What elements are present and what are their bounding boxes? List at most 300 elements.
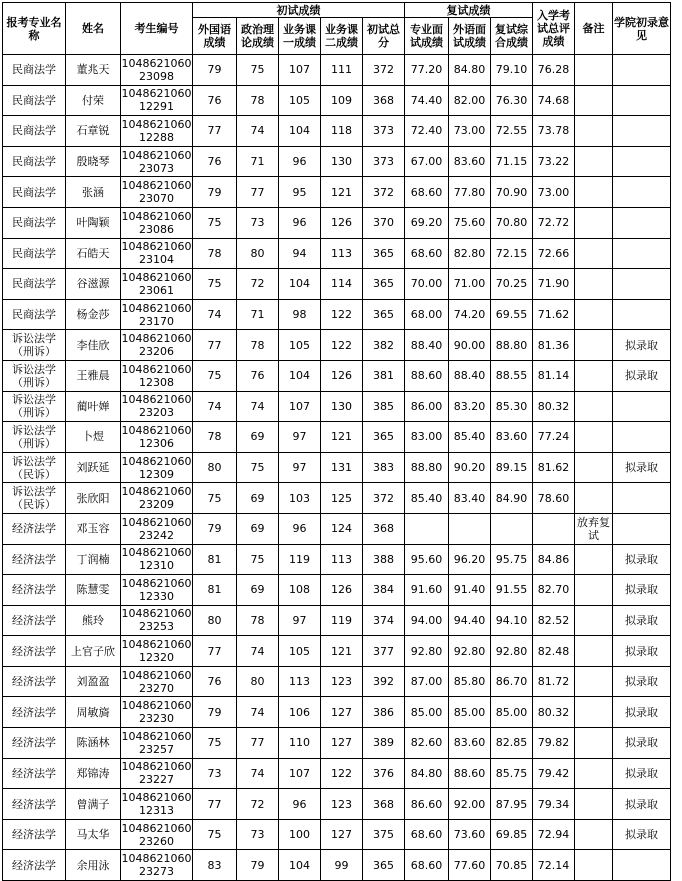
cell-major: 民商法学 <box>3 177 66 208</box>
table-row <box>3 728 671 759</box>
cell-politics: 75 <box>237 452 279 483</box>
cell-retest-total: 94.10 <box>491 605 533 636</box>
cell-college-opinion: 拟录取 <box>613 330 671 361</box>
cell-course2: 127 <box>321 728 363 759</box>
cell-retest-total: 87.95 <box>491 789 533 820</box>
cell-overall: 76.28 <box>533 55 575 86</box>
cell-lang-interview <box>449 513 491 544</box>
cell-course1: 96 <box>279 146 321 177</box>
cell-politics: 78 <box>237 85 279 116</box>
cell-course2: 113 <box>321 544 363 575</box>
cell-politics: 80 <box>237 238 279 269</box>
cell-course1: 100 <box>279 819 321 850</box>
cell-remark <box>575 85 613 116</box>
cell-course1: 97 <box>279 605 321 636</box>
cell-course1: 105 <box>279 85 321 116</box>
cell-politics: 77 <box>237 177 279 208</box>
cell-name: 周敏旖 <box>66 697 121 728</box>
cell-foreign: 75 <box>193 819 237 850</box>
cell-overall: 81.62 <box>533 452 575 483</box>
cell-course1: 104 <box>279 269 321 300</box>
cell-major: 民商法学 <box>3 299 66 330</box>
cell-retest-total: 95.75 <box>491 544 533 575</box>
cell-name: 卜煜 <box>66 422 121 453</box>
cell-exam-id: 104862106023270 <box>121 666 193 697</box>
cell-remark <box>575 544 613 575</box>
cell-college-opinion <box>613 146 671 177</box>
cell-interview: 69.20 <box>405 207 449 238</box>
cell-prelim-total: 365 <box>363 299 405 330</box>
cell-course1: 97 <box>279 452 321 483</box>
cell-prelim-total: 381 <box>363 360 405 391</box>
table-row <box>3 483 671 514</box>
cell-overall: 82.52 <box>533 605 575 636</box>
cell-lang-interview: 75.60 <box>449 207 491 238</box>
cell-foreign: 74 <box>193 391 237 422</box>
cell-politics: 74 <box>237 697 279 728</box>
cell-name: 董兆天 <box>66 55 121 86</box>
cell-prelim-total: 376 <box>363 758 405 789</box>
cell-course1: 98 <box>279 299 321 330</box>
cell-course1: 96 <box>279 207 321 238</box>
cell-college-opinion: 拟录取 <box>613 452 671 483</box>
cell-interview: 88.40 <box>405 330 449 361</box>
cell-course1: 95 <box>279 177 321 208</box>
cell-retest-total: 88.55 <box>491 360 533 391</box>
cell-course2: 111 <box>321 55 363 86</box>
table-row <box>3 544 671 575</box>
cell-overall <box>533 513 575 544</box>
cell-foreign: 75 <box>193 207 237 238</box>
cell-lang-interview: 85.40 <box>449 422 491 453</box>
cell-prelim-total: 365 <box>363 269 405 300</box>
cell-lang-interview: 82.80 <box>449 238 491 269</box>
cell-name: 陈慧雯 <box>66 575 121 606</box>
cell-lang-interview: 88.60 <box>449 758 491 789</box>
cell-course2: 121 <box>321 636 363 667</box>
cell-exam-id: 104862106023257 <box>121 728 193 759</box>
cell-prelim-total: 386 <box>363 697 405 728</box>
cell-prelim-total: 372 <box>363 177 405 208</box>
cell-prelim-total: 375 <box>363 819 405 850</box>
cell-foreign: 77 <box>193 636 237 667</box>
cell-overall: 80.32 <box>533 697 575 728</box>
cell-college-opinion: 拟录取 <box>613 605 671 636</box>
cell-foreign: 81 <box>193 575 237 606</box>
cell-overall: 79.42 <box>533 758 575 789</box>
cell-overall: 73.00 <box>533 177 575 208</box>
cell-exam-id: 104862106023242 <box>121 513 193 544</box>
cell-interview: 68.60 <box>405 850 449 881</box>
cell-course2: 119 <box>321 605 363 636</box>
cell-lang-interview: 90.20 <box>449 452 491 483</box>
cell-remark <box>575 55 613 86</box>
cell-prelim-total: 373 <box>363 116 405 147</box>
cell-prelim-total: 365 <box>363 238 405 269</box>
cell-prelim-total: 384 <box>363 575 405 606</box>
table-row <box>3 238 671 269</box>
cell-exam-id: 104862106012309 <box>121 452 193 483</box>
cell-foreign: 80 <box>193 452 237 483</box>
cell-remark <box>575 728 613 759</box>
table-row <box>3 850 671 881</box>
cell-course1: 103 <box>279 483 321 514</box>
cell-prelim-total: 389 <box>363 728 405 759</box>
cell-college-opinion <box>613 269 671 300</box>
cell-interview: 92.80 <box>405 636 449 667</box>
cell-prelim-total: 377 <box>363 636 405 667</box>
cell-exam-id: 104862106023086 <box>121 207 193 238</box>
cell-course1: 96 <box>279 789 321 820</box>
cell-retest-total: 85.75 <box>491 758 533 789</box>
table-row <box>3 330 671 361</box>
cell-exam-id: 104862106023273 <box>121 850 193 881</box>
cell-overall: 74.68 <box>533 85 575 116</box>
cell-course1: 97 <box>279 422 321 453</box>
cell-prelim-total: 365 <box>363 850 405 881</box>
cell-exam-id: 104862106012330 <box>121 575 193 606</box>
cell-major: 经济法学 <box>3 666 66 697</box>
cell-interview: 86.00 <box>405 391 449 422</box>
cell-retest-total: 83.60 <box>491 422 533 453</box>
cell-politics: 75 <box>237 55 279 86</box>
cell-politics: 71 <box>237 299 279 330</box>
cell-foreign: 77 <box>193 330 237 361</box>
header-interview: 专业面试成绩 <box>405 18 449 55</box>
cell-remark <box>575 483 613 514</box>
cell-major: 民商法学 <box>3 55 66 86</box>
cell-course2: 122 <box>321 330 363 361</box>
cell-major: 诉讼法学（刑诉） <box>3 360 66 391</box>
cell-course1: 96 <box>279 513 321 544</box>
cell-retest-total: 89.15 <box>491 452 533 483</box>
cell-lang-interview: 96.20 <box>449 544 491 575</box>
cell-prelim-total: 368 <box>363 789 405 820</box>
cell-exam-id: 104862106023260 <box>121 819 193 850</box>
cell-name: 陈涵林 <box>66 728 121 759</box>
cell-college-opinion: 拟录取 <box>613 575 671 606</box>
table-body <box>3 55 671 881</box>
cell-name: 蔺叶婵 <box>66 391 121 422</box>
cell-overall: 81.36 <box>533 330 575 361</box>
cell-name: 殷晓琴 <box>66 146 121 177</box>
table-row <box>3 422 671 453</box>
cell-lang-interview: 73.00 <box>449 116 491 147</box>
cell-course1: 105 <box>279 330 321 361</box>
header-lang-interview: 外语面试成绩 <box>449 18 491 55</box>
cell-remark <box>575 299 613 330</box>
cell-overall: 72.14 <box>533 850 575 881</box>
table-row <box>3 758 671 789</box>
cell-retest-total: 71.15 <box>491 146 533 177</box>
cell-course1: 94 <box>279 238 321 269</box>
cell-name: 石章锐 <box>66 116 121 147</box>
cell-course2: 130 <box>321 146 363 177</box>
cell-major: 民商法学 <box>3 85 66 116</box>
cell-foreign: 76 <box>193 146 237 177</box>
cell-remark <box>575 697 613 728</box>
cell-politics: 78 <box>237 605 279 636</box>
cell-major: 诉讼法学（刑诉） <box>3 391 66 422</box>
cell-course1: 119 <box>279 544 321 575</box>
cell-overall: 71.90 <box>533 269 575 300</box>
cell-course2: 123 <box>321 789 363 820</box>
cell-foreign: 81 <box>193 544 237 575</box>
cell-major: 经济法学 <box>3 758 66 789</box>
cell-college-opinion <box>613 238 671 269</box>
cell-remark <box>575 360 613 391</box>
cell-exam-id: 104862106012306 <box>121 422 193 453</box>
cell-college-opinion <box>613 850 671 881</box>
cell-lang-interview: 77.80 <box>449 177 491 208</box>
cell-foreign: 79 <box>193 177 237 208</box>
cell-foreign: 73 <box>193 758 237 789</box>
cell-foreign: 78 <box>193 422 237 453</box>
table-row <box>3 452 671 483</box>
cell-college-opinion: 拟录取 <box>613 728 671 759</box>
cell-major: 民商法学 <box>3 116 66 147</box>
cell-politics: 69 <box>237 422 279 453</box>
cell-major: 经济法学 <box>3 513 66 544</box>
cell-lang-interview: 92.00 <box>449 789 491 820</box>
cell-lang-interview: 82.00 <box>449 85 491 116</box>
cell-course2: 118 <box>321 116 363 147</box>
cell-overall: 71.62 <box>533 299 575 330</box>
cell-course2: 99 <box>321 850 363 881</box>
cell-interview: 85.00 <box>405 697 449 728</box>
cell-course2: 114 <box>321 269 363 300</box>
cell-remark <box>575 391 613 422</box>
cell-major: 民商法学 <box>3 269 66 300</box>
cell-remark: 放弃复试 <box>575 513 613 544</box>
cell-interview: 74.40 <box>405 85 449 116</box>
cell-exam-id: 104862106012320 <box>121 636 193 667</box>
cell-name: 谷滋源 <box>66 269 121 300</box>
header-foreign: 外国语成绩 <box>193 18 237 55</box>
cell-politics: 80 <box>237 666 279 697</box>
cell-major: 经济法学 <box>3 789 66 820</box>
cell-lang-interview: 71.00 <box>449 269 491 300</box>
cell-course1: 104 <box>279 360 321 391</box>
table-row <box>3 636 671 667</box>
cell-interview: 86.60 <box>405 789 449 820</box>
cell-name: 上官子欣 <box>66 636 121 667</box>
cell-foreign: 76 <box>193 85 237 116</box>
cell-course2: 121 <box>321 177 363 208</box>
cell-politics: 74 <box>237 636 279 667</box>
cell-major: 民商法学 <box>3 238 66 269</box>
cell-remark <box>575 269 613 300</box>
header-name: 姓名 <box>66 3 121 55</box>
cell-college-opinion: 拟录取 <box>613 666 671 697</box>
header-prelim-group: 初试成绩 <box>193 3 405 18</box>
cell-name: 熊玲 <box>66 605 121 636</box>
cell-interview: 91.60 <box>405 575 449 606</box>
table-row <box>3 819 671 850</box>
cell-retest-total: 70.85 <box>491 850 533 881</box>
cell-foreign: 78 <box>193 238 237 269</box>
cell-foreign: 75 <box>193 483 237 514</box>
cell-name: 石皓天 <box>66 238 121 269</box>
cell-interview: 70.00 <box>405 269 449 300</box>
cell-name: 李佳欣 <box>66 330 121 361</box>
cell-overall: 80.32 <box>533 391 575 422</box>
cell-politics: 74 <box>237 391 279 422</box>
cell-lang-interview: 83.60 <box>449 728 491 759</box>
cell-foreign: 77 <box>193 116 237 147</box>
cell-remark <box>575 850 613 881</box>
cell-name: 杨金莎 <box>66 299 121 330</box>
cell-retest-total: 70.80 <box>491 207 533 238</box>
score-table <box>2 2 671 881</box>
cell-course2: 109 <box>321 85 363 116</box>
cell-politics: 69 <box>237 575 279 606</box>
cell-retest-total: 86.70 <box>491 666 533 697</box>
cell-retest-total <box>491 513 533 544</box>
cell-exam-id: 104862106023253 <box>121 605 193 636</box>
cell-college-opinion <box>613 207 671 238</box>
cell-college-opinion <box>613 391 671 422</box>
cell-name: 曾满子 <box>66 789 121 820</box>
table-row <box>3 789 671 820</box>
cell-politics: 73 <box>237 207 279 238</box>
header-course2: 业务课二成绩 <box>321 18 363 55</box>
cell-foreign: 75 <box>193 269 237 300</box>
cell-remark <box>575 666 613 697</box>
cell-politics: 75 <box>237 544 279 575</box>
header-major: 报考专业名称 <box>3 3 66 55</box>
cell-name: 张涵 <box>66 177 121 208</box>
cell-name: 付荣 <box>66 85 121 116</box>
cell-exam-id: 104862106012308 <box>121 360 193 391</box>
cell-retest-total: 85.30 <box>491 391 533 422</box>
cell-college-opinion <box>613 177 671 208</box>
cell-prelim-total: 388 <box>363 544 405 575</box>
cell-exam-id: 104862106023098 <box>121 55 193 86</box>
cell-major: 诉讼法学（刑诉） <box>3 330 66 361</box>
table-row <box>3 513 671 544</box>
cell-interview: 68.00 <box>405 299 449 330</box>
cell-interview: 84.80 <box>405 758 449 789</box>
cell-remark <box>575 605 613 636</box>
cell-college-opinion: 拟录取 <box>613 789 671 820</box>
cell-exam-id: 104862106023073 <box>121 146 193 177</box>
cell-course2: 122 <box>321 758 363 789</box>
cell-major: 诉讼法学（刑诉） <box>3 422 66 453</box>
cell-course1: 104 <box>279 850 321 881</box>
cell-name: 张欣阳 <box>66 483 121 514</box>
table-row <box>3 360 671 391</box>
cell-name: 叶陶颖 <box>66 207 121 238</box>
cell-retest-total: 88.80 <box>491 330 533 361</box>
cell-course2: 127 <box>321 697 363 728</box>
cell-major: 民商法学 <box>3 207 66 238</box>
cell-politics: 76 <box>237 360 279 391</box>
cell-foreign: 74 <box>193 299 237 330</box>
cell-course1: 108 <box>279 575 321 606</box>
cell-remark <box>575 819 613 850</box>
cell-exam-id: 104862106023104 <box>121 238 193 269</box>
cell-college-opinion: 拟录取 <box>613 758 671 789</box>
table-row <box>3 605 671 636</box>
cell-lang-interview: 73.60 <box>449 819 491 850</box>
cell-name: 王雅晨 <box>66 360 121 391</box>
cell-overall: 78.60 <box>533 483 575 514</box>
cell-remark <box>575 575 613 606</box>
cell-college-opinion: 拟录取 <box>613 819 671 850</box>
cell-overall: 73.78 <box>533 116 575 147</box>
cell-prelim-total: 372 <box>363 55 405 86</box>
cell-exam-id: 104862106023203 <box>121 391 193 422</box>
cell-prelim-total: 365 <box>363 422 405 453</box>
cell-remark <box>575 177 613 208</box>
cell-remark <box>575 789 613 820</box>
cell-interview: 87.00 <box>405 666 449 697</box>
cell-remark <box>575 330 613 361</box>
cell-exam-id: 104862106023206 <box>121 330 193 361</box>
cell-college-opinion: 拟录取 <box>613 544 671 575</box>
cell-interview: 88.80 <box>405 452 449 483</box>
cell-course1: 104 <box>279 116 321 147</box>
cell-course2: 131 <box>321 452 363 483</box>
cell-college-opinion <box>613 55 671 86</box>
cell-course1: 110 <box>279 728 321 759</box>
cell-lang-interview: 83.40 <box>449 483 491 514</box>
cell-course2: 124 <box>321 513 363 544</box>
cell-politics: 72 <box>237 269 279 300</box>
cell-course2: 113 <box>321 238 363 269</box>
cell-name: 郑锦涛 <box>66 758 121 789</box>
cell-interview: 68.60 <box>405 238 449 269</box>
cell-interview: 67.00 <box>405 146 449 177</box>
cell-prelim-total: 368 <box>363 513 405 544</box>
cell-retest-total: 82.85 <box>491 728 533 759</box>
cell-lang-interview: 84.80 <box>449 55 491 86</box>
header-college-opinion: 学院初录意见 <box>613 3 671 55</box>
table-row <box>3 177 671 208</box>
cell-exam-id: 104862106023061 <box>121 269 193 300</box>
cell-lang-interview: 83.20 <box>449 391 491 422</box>
cell-college-opinion <box>613 483 671 514</box>
cell-politics: 73 <box>237 819 279 850</box>
cell-retest-total: 69.85 <box>491 819 533 850</box>
cell-retest-total: 85.00 <box>491 697 533 728</box>
cell-politics: 69 <box>237 483 279 514</box>
cell-lang-interview: 83.60 <box>449 146 491 177</box>
cell-course1: 106 <box>279 697 321 728</box>
cell-major: 经济法学 <box>3 605 66 636</box>
cell-course2: 130 <box>321 391 363 422</box>
cell-college-opinion <box>613 85 671 116</box>
header-remark: 备注 <box>575 3 613 55</box>
table-row <box>3 116 671 147</box>
cell-major: 民商法学 <box>3 146 66 177</box>
cell-college-opinion <box>613 422 671 453</box>
cell-foreign: 76 <box>193 666 237 697</box>
cell-lang-interview: 92.80 <box>449 636 491 667</box>
cell-retest-total: 70.90 <box>491 177 533 208</box>
cell-major: 经济法学 <box>3 697 66 728</box>
cell-exam-id: 104862106023209 <box>121 483 193 514</box>
cell-overall: 77.24 <box>533 422 575 453</box>
cell-college-opinion <box>613 513 671 544</box>
cell-prelim-total: 392 <box>363 666 405 697</box>
header-course1: 业务课一成绩 <box>279 18 321 55</box>
cell-course1: 107 <box>279 758 321 789</box>
cell-interview: 94.00 <box>405 605 449 636</box>
cell-foreign: 80 <box>193 605 237 636</box>
cell-major: 诉讼法学（民诉） <box>3 483 66 514</box>
